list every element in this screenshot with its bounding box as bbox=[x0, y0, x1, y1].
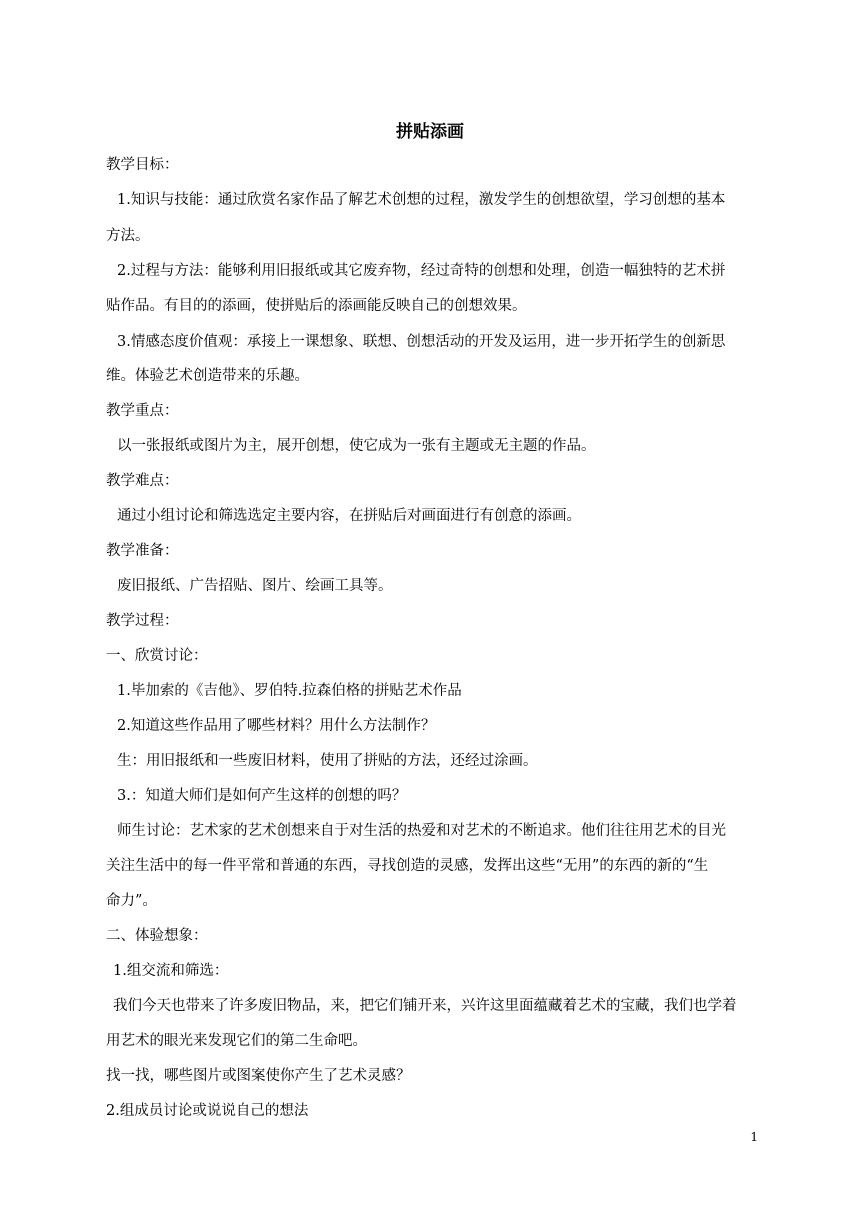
text-line: 师生讨论：艺术家的艺术创想来自于对生活的热爱和对艺术的不断追求。他们往往用艺术的目光 bbox=[117, 823, 726, 839]
text-line: 1.毕加索的《吉他》、罗伯特.拉森伯格的拼贴艺术作品 bbox=[117, 683, 462, 699]
text-line: 维。体验艺术创造带来的乐趣。 bbox=[106, 368, 309, 384]
text-line: 教学重点： bbox=[106, 403, 179, 419]
text-line: 找一找，哪些图片或图案使你产生了艺术灵感？ bbox=[106, 1068, 411, 1084]
text-line: 生：用旧报纸和一些废旧材料，使用了拼贴的方法，还经过涂画。 bbox=[117, 753, 538, 769]
text-line: 一、欣赏讨论： bbox=[106, 648, 208, 664]
text-line: 教学难点： bbox=[106, 473, 179, 489]
text-line: 用艺术的眼光来发现它们的第二生命吧。 bbox=[106, 1033, 367, 1049]
text-line: 教学目标： bbox=[106, 157, 179, 173]
text-line: 命力”。 bbox=[106, 893, 157, 909]
text-line: 3.情感态度价值观：承接上一课想象、联想、创想活动的开发及运用，进一步开拓学生的创新思 bbox=[117, 334, 726, 350]
text-line: 关注生活中的每一件平常和普通的东西，寻找创造的灵感，发挥出这些“无用”的东西的新的“生 bbox=[106, 858, 709, 874]
text-line: 方法。 bbox=[106, 228, 150, 244]
text-line: 教学过程： bbox=[106, 613, 179, 629]
text-line: 通过小组讨论和筛选选定主要内容，在拼贴后对画面进行有创意的添画。 bbox=[117, 508, 581, 524]
text-line: 教学准备： bbox=[106, 543, 179, 559]
text-line: 1.组交流和筛选： bbox=[113, 963, 229, 979]
document-title: 拼贴添画 bbox=[396, 122, 464, 142]
page-number: 1 bbox=[750, 1130, 758, 1144]
text-line: 我们今天也带来了许多废旧物品，来，把它们铺开来，兴许这里面蕴藏着艺术的宝藏，我们也学着 bbox=[113, 998, 737, 1014]
text-line: 以一张报纸或图片为主，展开创想，使它成为一张有主题或无主题的作品。 bbox=[117, 438, 596, 454]
text-line: 废旧报纸、广告招贴、图片、绘画工具等。 bbox=[117, 578, 393, 594]
text-line: 贴作品。有目的的添画，使拼贴后的添画能反映自己的创想效果。 bbox=[106, 298, 527, 314]
text-line: 2.知道这些作品用了哪些材料？用什么方法制作？ bbox=[117, 718, 436, 734]
text-line: 3.：知道大师们是如何产生这样的创想的吗？ bbox=[117, 788, 407, 804]
text-line: 2.过程与方法：能够利用旧报纸或其它废弃物，经过奇特的创想和处理，创造一幅独特的艺术拼 bbox=[117, 263, 726, 279]
text-line: 2.组成员讨论或说说自己的想法 bbox=[106, 1103, 309, 1119]
text-line: 二、体验想象： bbox=[106, 928, 208, 944]
text-line: 1.知识与技能：通过欣赏名家作品了解艺术创想的过程，激发学生的创想欲望，学习创想的基本 bbox=[117, 192, 726, 208]
